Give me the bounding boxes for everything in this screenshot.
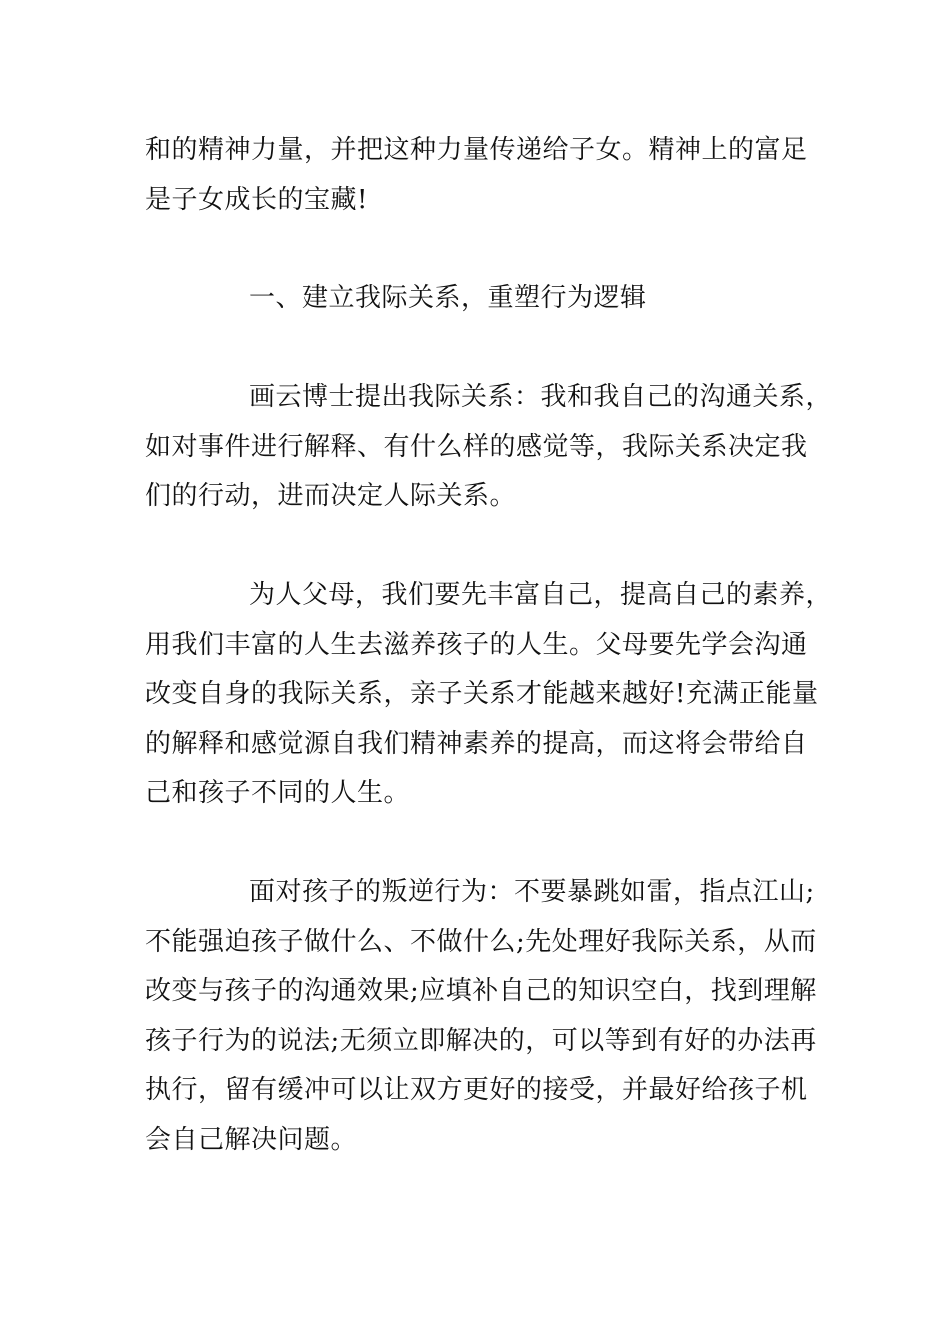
heading-line: 一、建立我际关系，重塑行为逻辑 xyxy=(249,283,647,313)
text-line: 们的行动，进而决定人际关系。 xyxy=(145,481,517,511)
paragraph-rebellion xyxy=(145,868,815,1165)
text-line: 如对事件进行解释、有什么样的感觉等，我际关系决定我 xyxy=(145,431,808,462)
text-line: 面对孩子的叛逆行为：不要暴跳如雷，指点江山; xyxy=(249,877,815,907)
text-line: 画云博士提出我际关系：我和我自己的沟通关系， xyxy=(249,382,833,412)
text-line: 的解释和感觉源自我们精神素养的提高，而这将会带给自 xyxy=(145,728,808,759)
text-line: 是子女成长的宝藏! xyxy=(145,184,368,215)
paragraph-continuation xyxy=(145,126,815,225)
text-line: 用我们丰富的人生去滋养孩子的人生。父母要先学会沟通 xyxy=(145,629,808,660)
text-line: 改变自身的我际关系，亲子关系才能越来越好!充满正能量 xyxy=(145,679,819,709)
text-line: 和的精神力量，并把这种力量传递给子女。精神上的富足 xyxy=(145,135,808,165)
text-line: 为人父母，我们要先丰富自己，提高自己的素养， xyxy=(249,580,833,610)
text-line: 孩子行为的说法;无须立即解决的，可以等到有好的办法再 xyxy=(145,1025,817,1056)
paragraph-self-relationship xyxy=(145,373,833,522)
section-heading xyxy=(145,274,815,324)
text-line: 改变与孩子的沟通效果;应填补自己的知识空白，找到理解 xyxy=(145,976,817,1006)
text-line: 不能强迫孩子做什么、不做什么;先处理好我际关系，从而 xyxy=(145,926,817,957)
text-line: 会自己解决问题。 xyxy=(145,1124,358,1155)
paragraph-parents xyxy=(145,571,833,819)
text-line: 己和孩子不同的人生。 xyxy=(145,778,411,808)
text-line: 执行，留有缓冲可以让双方更好的接受，并最好给孩子机 xyxy=(145,1075,808,1105)
